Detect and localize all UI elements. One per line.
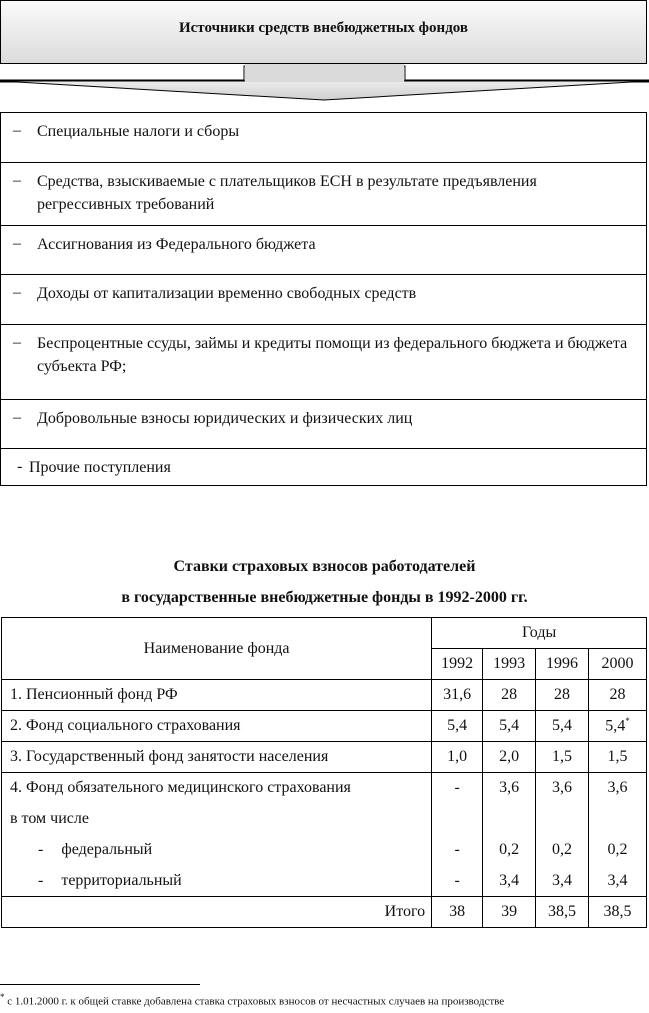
rate-cell: 0,2 <box>536 835 589 866</box>
list-item <box>1 162 646 225</box>
table-row <box>2 773 647 804</box>
rate-cell: 31,6 <box>432 680 483 711</box>
total-cell: 38,5 <box>589 897 647 928</box>
list-item <box>1 399 646 448</box>
rate-cell: 1,5 <box>589 742 647 773</box>
list-dash: – <box>13 172 21 189</box>
total-cell: 38 <box>432 897 483 928</box>
rate-cell: - <box>432 773 483 804</box>
table-row <box>2 742 647 773</box>
rate-cell <box>589 711 647 742</box>
rate-cell: - <box>432 866 483 897</box>
table-row-total <box>2 897 647 928</box>
down-arrow-icon <box>0 64 649 104</box>
list-item-text: Ассигнования из Федерального бюджета <box>37 236 316 253</box>
rate-cell: - <box>432 835 483 866</box>
year-header: 1996 <box>536 649 589 680</box>
list-item-text: Добровольные взносы юридических и физических лиц <box>37 410 413 427</box>
list-item <box>1 113 646 162</box>
list-dash: – <box>13 235 21 252</box>
list-item <box>1 225 646 274</box>
total-cell: 39 <box>483 897 536 928</box>
sub-dash: - <box>38 871 44 889</box>
table-row <box>2 711 647 742</box>
list-item-text: Беспроцентные ссуды, займы и кредиты помощи из федерального бюджета и бюджета субъекта РФ; <box>37 335 628 375</box>
sources-list <box>0 112 647 486</box>
footnote-mark: * <box>625 716 630 727</box>
column-header-years: Годы <box>432 618 647 649</box>
list-dash: – <box>13 122 21 139</box>
footnote-divider <box>0 984 200 985</box>
table-caption: Ставки страховых взносов работодателей <box>173 558 476 575</box>
year-header: 1993 <box>483 649 536 680</box>
year-header: 2000 <box>589 649 647 680</box>
list-item-text: Доходы от капитализации временно свободных средств <box>37 285 417 302</box>
sub-fund-name <box>2 835 432 866</box>
rate-cell: 1,0 <box>432 742 483 773</box>
rate-cell: 3,6 <box>536 773 589 804</box>
rate-cell: 3,4 <box>483 866 536 897</box>
rate-cell: 0,2 <box>483 835 536 866</box>
table-row <box>2 835 647 866</box>
total-label: Итого <box>2 897 432 928</box>
rates-table <box>1 617 647 928</box>
footnote-text: с 1.01.2000 г. к общей ставке добавлена ставка страховых взносов от несчастных случаев на производстве <box>4 995 505 1008</box>
list-item-text: Средства, взыскиваемые с плательщиков ЕСН в результате предъявления регрессивных требований <box>37 173 537 213</box>
sub-fund-name <box>2 866 432 897</box>
table-caption: в государственные внебюджетные фонды в 1992-2000 гг. <box>121 589 528 606</box>
rate-cell: 3,4 <box>536 866 589 897</box>
list-dash: - <box>17 458 23 475</box>
sub-fund-label: территориальный <box>61 871 182 889</box>
year-header: 1992 <box>432 649 483 680</box>
list-dash: – <box>13 409 21 426</box>
rate-cell: 0,2 <box>589 835 647 866</box>
table-row <box>2 866 647 897</box>
list-item-text: Специальные налоги и сборы <box>37 123 240 140</box>
rate-cell: 1,5 <box>536 742 589 773</box>
list-dash: – <box>13 284 21 301</box>
list-item <box>1 274 646 324</box>
fund-name: 4. Фонд обязательного медицинского страхования <box>2 773 432 804</box>
rate-cell: 28 <box>536 680 589 711</box>
rate-cell: 28 <box>483 680 536 711</box>
in-total-label: в том числе <box>2 804 432 835</box>
sub-dash: - <box>38 841 44 858</box>
rate-cell: 2,0 <box>483 742 536 773</box>
rate-value: 5,4 <box>605 717 626 735</box>
table-row <box>2 680 647 711</box>
rate-cell: 5,4 <box>432 711 483 742</box>
footnote-mark: * <box>0 992 5 1002</box>
rate-cell: 3,6 <box>589 773 647 804</box>
rate-cell: 5,4 <box>536 711 589 742</box>
list-dash: – <box>13 334 21 351</box>
rate-cell: 28 <box>589 680 647 711</box>
list-item-text: Прочие поступления <box>29 459 171 476</box>
fund-name: 1. Пенсионный фонд РФ <box>2 680 432 711</box>
footnote <box>0 992 649 1008</box>
page-title: Источники средств внебюджетных фондов <box>178 20 469 36</box>
total-cell: 38,5 <box>536 897 589 928</box>
fund-name: 2. Фонд социального страхования <box>2 711 432 742</box>
list-item <box>1 448 646 485</box>
column-header-name: Наименование фонда <box>2 618 432 680</box>
rate-cell: 5,4 <box>483 711 536 742</box>
rate-cell: 3,6 <box>483 773 536 804</box>
rate-cell: 3,4 <box>589 866 647 897</box>
sub-fund-label: федеральный <box>61 841 153 858</box>
list-item <box>1 324 646 399</box>
table-row <box>2 804 647 835</box>
fund-name: 3. Государственный фонд занятости населения <box>2 742 432 773</box>
